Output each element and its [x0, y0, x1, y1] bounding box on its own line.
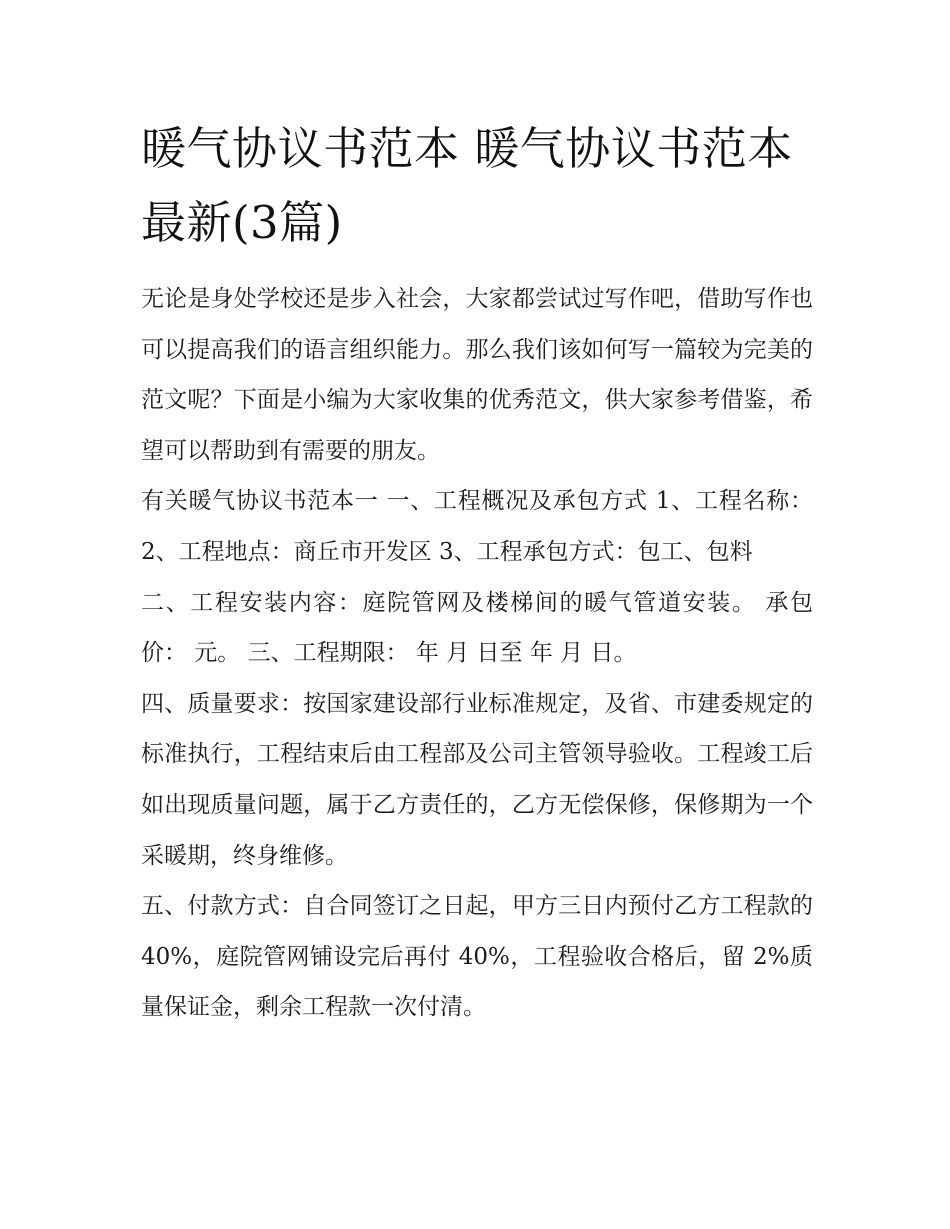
paragraph-project-overview: 有关暖气协议书范本一 一、工程概况及承包方式 1、工程名称： 2、工程地点：商丘市开发区 3、工程承包方式：包工、包料	[141, 488, 813, 565]
paragraph-intro: 无论是身处学校还是步入社会，大家都尝试过写作吧，借助写作也可以提高我们的语言组织能力。那么我们该如何写一篇较为完美的范文呢？下面是小编为大家收集的优秀范文，供大家参考借鉴，希望可以帮助到有需要的朋友。	[141, 286, 813, 464]
document-body	[141, 112, 813, 1033]
paragraph-installation-scope: 二、工程安装内容：庭院管网及楼梯间的暖气管道安装。 承包价： 元。 三、工程期限： 年 月 日至 年 月 日。	[141, 589, 813, 667]
document-title: 暖气协议书范本 暖气协议书范本最新(3篇)	[141, 122, 793, 249]
paragraph-payment-terms: 五、付款方式：自合同签订之日起，甲方三日内预付乙方工程款的 40%，庭院管网铺设完后再付 40%，工程验收合格后，留 2%质量保证金，剩余工程款一次付清。	[141, 893, 813, 1021]
paragraph-quality-requirements: 四、质量要求：按国家建设部行业标准规定，及省、市建委规定的标准执行，工程结束后由工程部及公司主管领导验收。工程竣工后如出现质量问题，属于乙方责任的，乙方无偿保修，保修期为一个采暖期，终身维修。	[141, 690, 813, 869]
